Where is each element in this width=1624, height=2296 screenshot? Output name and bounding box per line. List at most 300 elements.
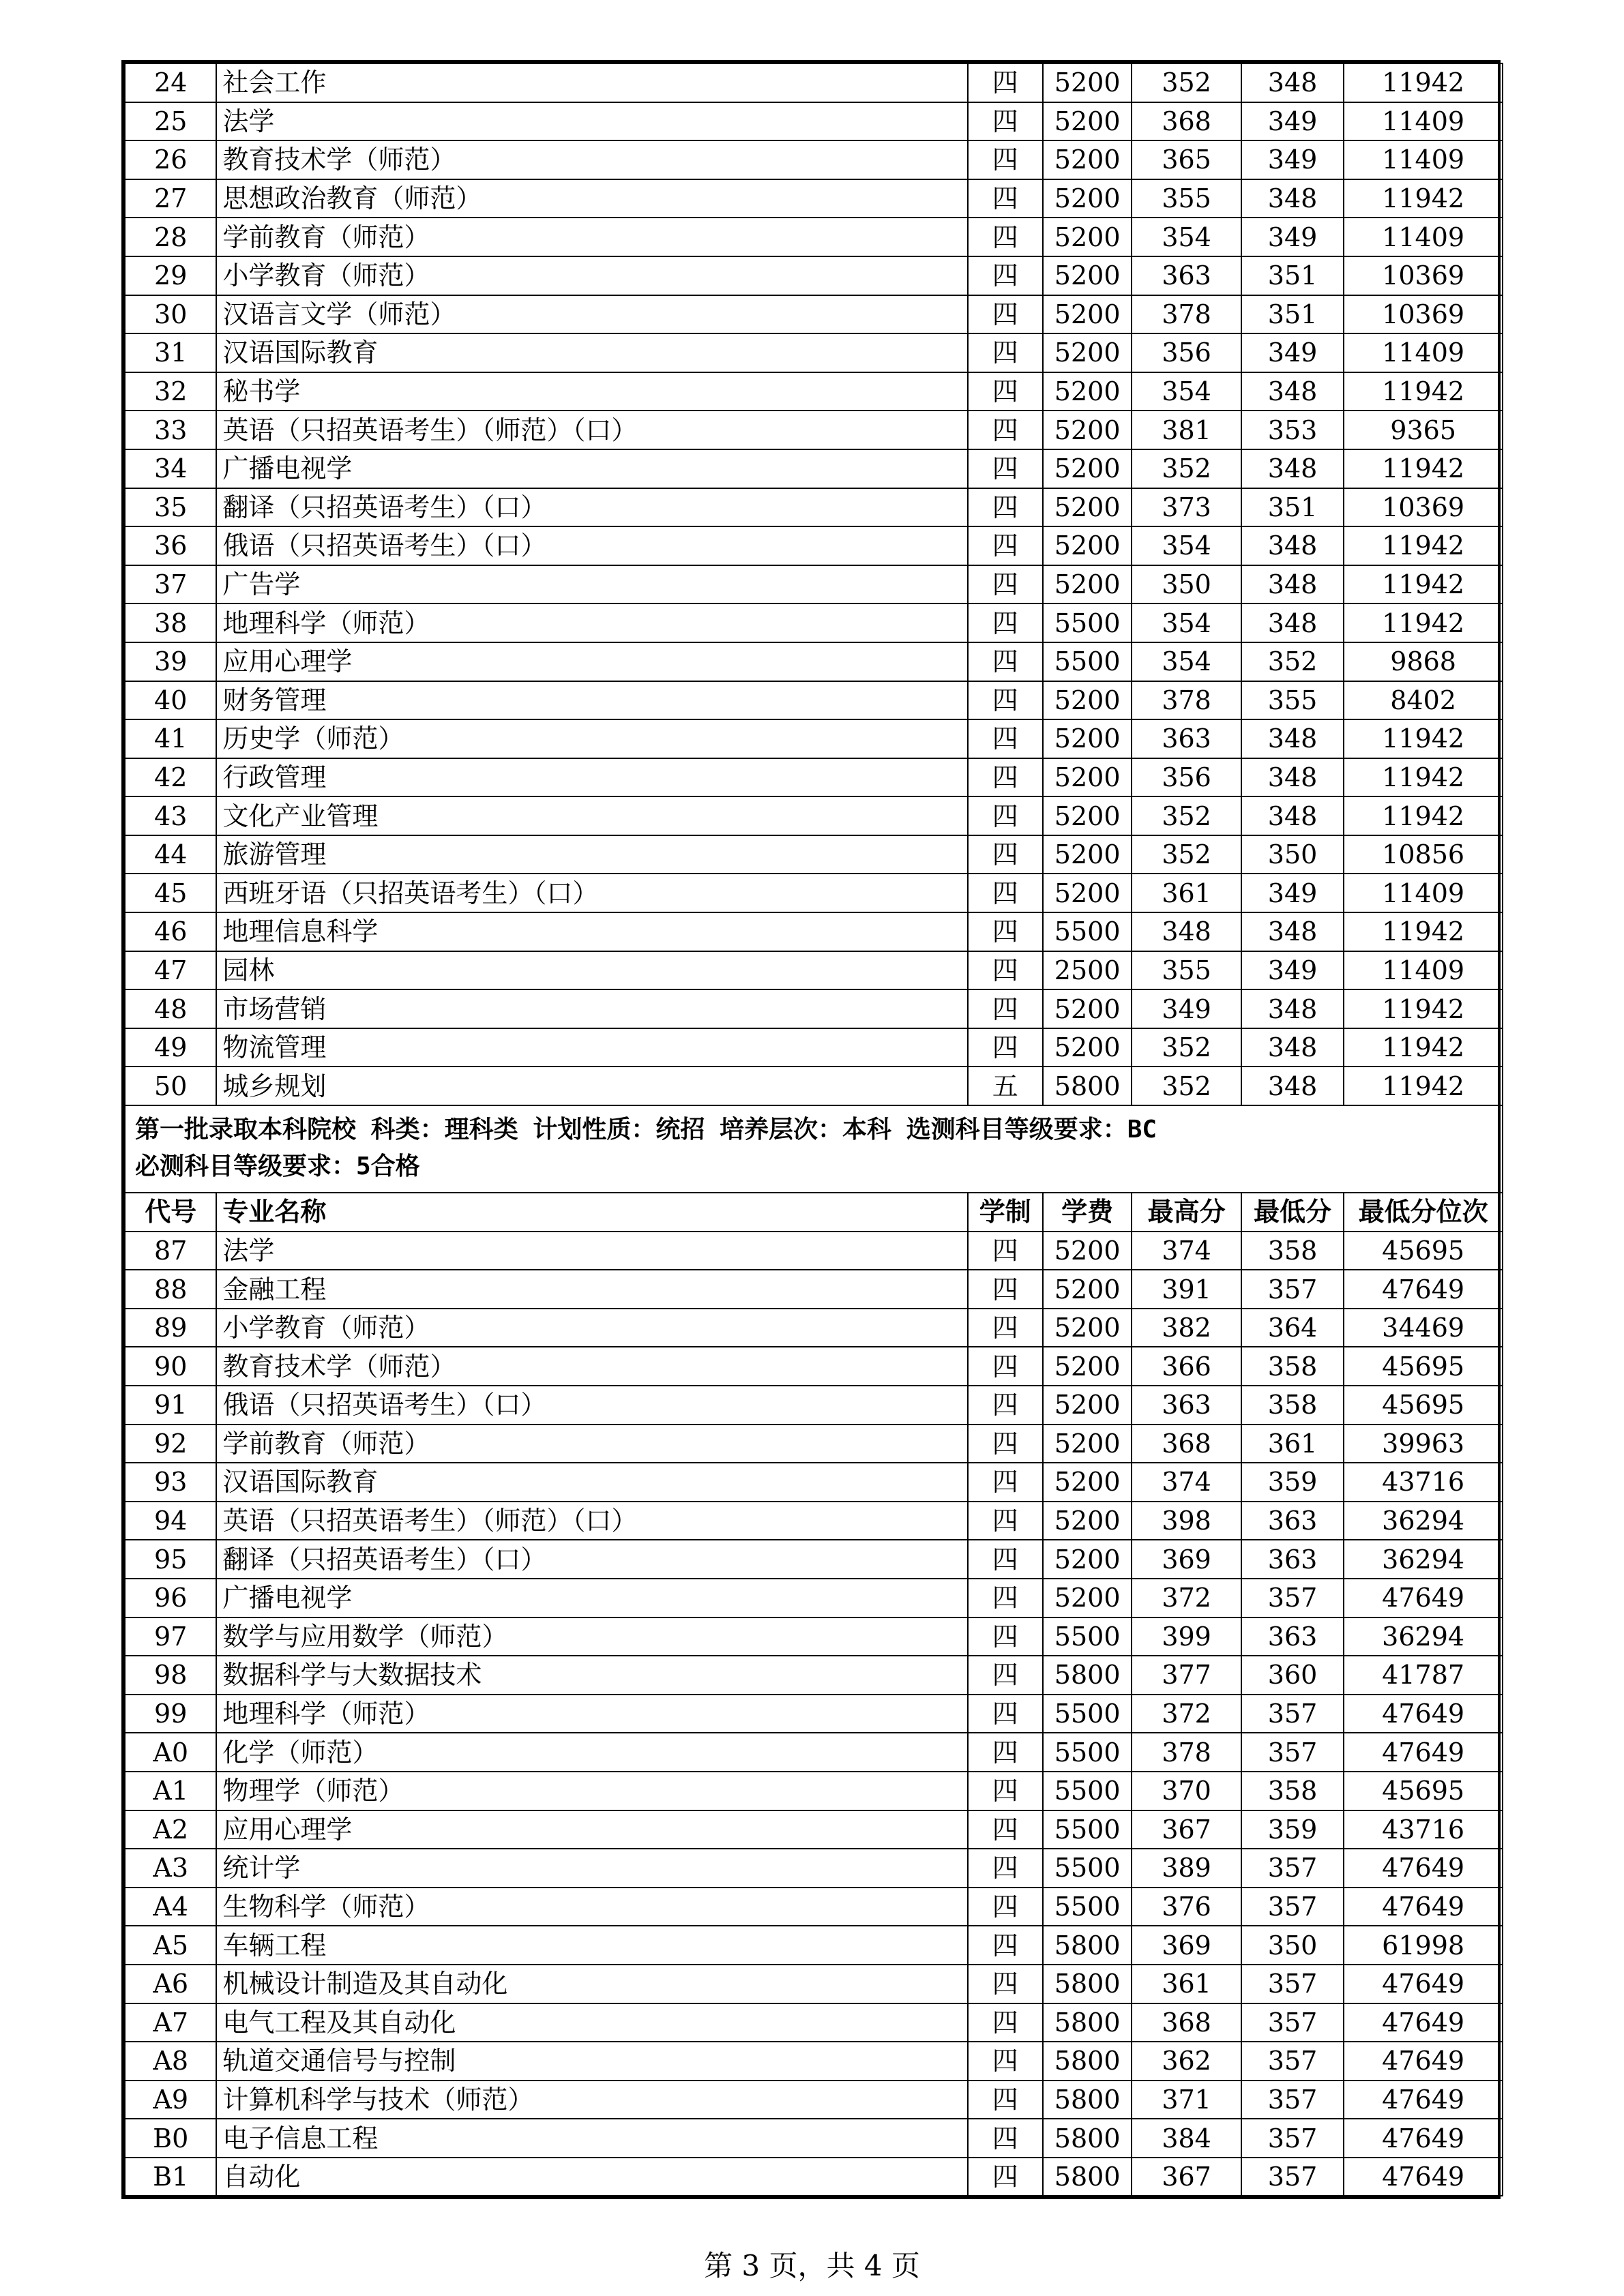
cell-min-score: 355: [1241, 681, 1344, 720]
cell-max-score: 354: [1132, 372, 1241, 411]
cell-tuition: 5200: [1043, 526, 1132, 565]
cell-tuition: 5200: [1043, 1270, 1132, 1309]
cell-tuition: 5200: [1043, 758, 1132, 797]
cell-code: 92: [125, 1425, 216, 1463]
cell-duration: 四: [968, 2003, 1043, 2042]
cell-min-rank: 47649: [1344, 2081, 1503, 2119]
table-row: [125, 1309, 1503, 1347]
cell-min-score: 349: [1241, 333, 1344, 372]
cell-min-score: 363: [1241, 1540, 1344, 1579]
cell-tuition: 5800: [1043, 1965, 1132, 2003]
upper-table-body: [125, 63, 1503, 1105]
cell-major: 电气工程及其自动化: [216, 2003, 967, 2042]
cell-min-rank: 47649: [1344, 1695, 1503, 1733]
cell-tuition: 5200: [1043, 333, 1132, 372]
cell-min-rank: 43716: [1344, 1810, 1503, 1849]
cell-duration: 四: [968, 372, 1043, 411]
cell-min-rank: 11942: [1344, 449, 1503, 488]
cell-duration: 四: [968, 565, 1043, 604]
cell-duration: 四: [968, 1617, 1043, 1656]
cell-code: A3: [125, 1849, 216, 1888]
cell-tuition: 5500: [1043, 912, 1132, 951]
cell-max-score: 373: [1132, 488, 1241, 527]
cell-max-score: 371: [1132, 2081, 1241, 2119]
cell-min-score: 357: [1241, 1888, 1344, 1926]
cell-min-rank: 47649: [1344, 1965, 1503, 2003]
cell-duration: 四: [968, 912, 1043, 951]
cell-max-score: 367: [1132, 1810, 1241, 1849]
cell-min-score: 349: [1241, 218, 1344, 256]
cell-duration: 四: [968, 2081, 1043, 2119]
cell-duration: 四: [968, 758, 1043, 797]
cell-code: 35: [125, 488, 216, 527]
cell-code: 50: [125, 1067, 216, 1105]
header-tuition: 学费: [1043, 1193, 1132, 1232]
cell-min-score: 357: [1241, 2003, 1344, 2042]
cell-min-score: 348: [1241, 1028, 1344, 1067]
cell-min-score: 348: [1241, 1067, 1344, 1105]
table-row: [125, 1386, 1503, 1425]
cell-duration: 四: [968, 874, 1043, 912]
cell-min-rank: 11942: [1344, 526, 1503, 565]
cell-code: 39: [125, 642, 216, 681]
table-row: [125, 835, 1503, 874]
cell-min-rank: 47649: [1344, 1888, 1503, 1926]
cell-max-score: 348: [1132, 912, 1241, 951]
cell-tuition: 5200: [1043, 1309, 1132, 1347]
cell-code: 29: [125, 256, 216, 295]
cell-major: 秘书学: [216, 372, 967, 411]
cell-duration: 四: [968, 989, 1043, 1028]
cell-major: 机械设计制造及其自动化: [216, 1965, 967, 2003]
cell-major: 俄语（只招英语考生）（口）: [216, 526, 967, 565]
cell-tuition: 5200: [1043, 719, 1132, 758]
table-row: [125, 333, 1503, 372]
table-row: [125, 1965, 1503, 2003]
cell-major: 翻译（只招英语考生）（口）: [216, 488, 967, 527]
cell-tuition: 5200: [1043, 256, 1132, 295]
cell-max-score: 366: [1132, 1347, 1241, 1386]
cell-min-rank: 10369: [1344, 256, 1503, 295]
cell-min-rank: 47649: [1344, 2158, 1503, 2196]
cell-code: 94: [125, 1502, 216, 1540]
cell-min-score: 348: [1241, 372, 1344, 411]
cell-min-score: 357: [1241, 1849, 1344, 1888]
cell-min-rank: 39963: [1344, 1425, 1503, 1463]
cell-duration: 四: [968, 295, 1043, 334]
cell-max-score: 368: [1132, 102, 1241, 141]
cell-max-score: 384: [1132, 2119, 1241, 2158]
cell-code: 49: [125, 1028, 216, 1067]
cell-max-score: 378: [1132, 295, 1241, 334]
cell-min-score: 349: [1241, 140, 1344, 179]
cell-duration: 四: [968, 603, 1043, 642]
cell-min-rank: 34469: [1344, 1309, 1503, 1347]
cell-tuition: 5800: [1043, 1926, 1132, 1965]
cell-major: 历史学（师范）: [216, 719, 967, 758]
cell-max-score: 367: [1132, 2158, 1241, 2196]
header-major: 专业名称: [216, 1193, 967, 1232]
cell-min-score: 363: [1241, 1617, 1344, 1656]
cell-min-rank: 47649: [1344, 2042, 1503, 2081]
cell-min-rank: 11942: [1344, 796, 1503, 835]
cell-major: 广播电视学: [216, 1579, 967, 1617]
cell-code: 46: [125, 912, 216, 951]
cell-min-score: 349: [1241, 951, 1344, 990]
cell-tuition: 5800: [1043, 2119, 1132, 2158]
cell-max-score: 391: [1132, 1270, 1241, 1309]
cell-major: 数学与应用数学（师范）: [216, 1617, 967, 1656]
cell-tuition: 5200: [1043, 1232, 1132, 1270]
cell-max-score: 352: [1132, 796, 1241, 835]
table-row: [125, 2042, 1503, 2081]
cell-duration: 四: [968, 1849, 1043, 1888]
cell-min-rank: 11409: [1344, 874, 1503, 912]
batch-info: [124, 1106, 1503, 1192]
cell-min-rank: 11409: [1344, 333, 1503, 372]
table-row: [125, 796, 1503, 835]
cell-major: 轨道交通信号与控制: [216, 2042, 967, 2081]
table-row: [125, 1849, 1503, 1888]
table-row: [125, 2158, 1503, 2196]
cell-max-score: 352: [1132, 449, 1241, 488]
cell-min-score: 348: [1241, 912, 1344, 951]
cell-tuition: 5800: [1043, 1656, 1132, 1695]
cell-max-score: 370: [1132, 1772, 1241, 1810]
table-row: [125, 758, 1503, 797]
cell-min-score: 358: [1241, 1347, 1344, 1386]
cell-min-score: 357: [1241, 1270, 1344, 1309]
cell-min-score: 357: [1241, 1733, 1344, 1772]
cell-code: 45: [125, 874, 216, 912]
cell-tuition: 5200: [1043, 1502, 1132, 1540]
cell-min-rank: 11409: [1344, 218, 1503, 256]
cell-code: 91: [125, 1386, 216, 1425]
cell-min-rank: 47649: [1344, 1579, 1503, 1617]
cell-min-rank: 41787: [1344, 1656, 1503, 1695]
cell-min-score: 358: [1241, 1232, 1344, 1270]
cell-duration: 四: [968, 1695, 1043, 1733]
cell-code: 96: [125, 1579, 216, 1617]
cell-max-score: 378: [1132, 681, 1241, 720]
cell-tuition: 5800: [1043, 2003, 1132, 2042]
cell-min-score: 357: [1241, 1579, 1344, 1617]
cell-duration: 四: [968, 1656, 1043, 1695]
cell-min-score: 357: [1241, 2158, 1344, 2196]
cell-major: 旅游管理: [216, 835, 967, 874]
cell-code: A6: [125, 1965, 216, 2003]
lower-table-body: [125, 1193, 1503, 2196]
cell-major: 英语（只招英语考生）（师范）（口）: [216, 411, 967, 449]
cell-major: 自动化: [216, 2158, 967, 2196]
table-row: [125, 411, 1503, 449]
cell-code: A2: [125, 1810, 216, 1849]
cell-tuition: 5500: [1043, 1888, 1132, 1926]
cell-duration: 四: [968, 333, 1043, 372]
cell-duration: 四: [968, 526, 1043, 565]
cell-tuition: 5200: [1043, 1347, 1132, 1386]
cell-min-rank: 45695: [1344, 1347, 1503, 1386]
cell-tuition: 5200: [1043, 989, 1132, 1028]
cell-min-rank: 11942: [1344, 603, 1503, 642]
cell-max-score: 350: [1132, 565, 1241, 604]
cell-min-rank: 36294: [1344, 1502, 1503, 1540]
cell-tuition: 5200: [1043, 1579, 1132, 1617]
cell-duration: 五: [968, 1067, 1043, 1105]
cell-duration: 四: [968, 102, 1043, 141]
cell-duration: 四: [968, 1463, 1043, 1502]
cell-duration: 四: [968, 1502, 1043, 1540]
cell-min-rank: 47649: [1344, 2119, 1503, 2158]
cell-duration: 四: [968, 140, 1043, 179]
header-min-rank: 最低分位次: [1344, 1193, 1503, 1232]
cell-max-score: 374: [1132, 1463, 1241, 1502]
cell-max-score: 354: [1132, 526, 1241, 565]
cell-major: 翻译（只招英语考生）（口）: [216, 1540, 967, 1579]
cell-major: 汉语言文学（师范）: [216, 295, 967, 334]
batch-info-line2: 必测科目等级要求：5合格: [135, 1152, 420, 1181]
cell-major: 广播电视学: [216, 449, 967, 488]
cell-tuition: 5200: [1043, 179, 1132, 218]
cell-code: 25: [125, 102, 216, 141]
cell-major: 地理信息科学: [216, 912, 967, 951]
cell-major: 电子信息工程: [216, 2119, 967, 2158]
cell-min-score: 348: [1241, 796, 1344, 835]
cell-max-score: 372: [1132, 1579, 1241, 1617]
cell-duration: 四: [968, 1772, 1043, 1810]
cell-tuition: 5200: [1043, 140, 1132, 179]
table-row: [125, 1733, 1503, 1772]
table-row: [125, 1579, 1503, 1617]
cell-major: 学前教育（师范）: [216, 1425, 967, 1463]
header-code: 代号: [125, 1193, 216, 1232]
table-row: [125, 719, 1503, 758]
table-row: [125, 1028, 1503, 1067]
cell-tuition: 5200: [1043, 835, 1132, 874]
cell-min-rank: 47649: [1344, 1270, 1503, 1309]
cell-code: 33: [125, 411, 216, 449]
cell-min-score: 351: [1241, 295, 1344, 334]
cell-major: 金融工程: [216, 1270, 967, 1309]
cell-max-score: 354: [1132, 603, 1241, 642]
cell-min-rank: 9365: [1344, 411, 1503, 449]
cell-major: 物流管理: [216, 1028, 967, 1067]
cell-major: 统计学: [216, 1849, 967, 1888]
cell-tuition: 5500: [1043, 642, 1132, 681]
cell-tuition: 5500: [1043, 1617, 1132, 1656]
cell-code: 36: [125, 526, 216, 565]
cell-tuition: 5200: [1043, 1386, 1132, 1425]
cell-duration: 四: [968, 256, 1043, 295]
cell-min-rank: 11409: [1344, 951, 1503, 990]
lower-table: [124, 1192, 1503, 2196]
cell-min-score: 349: [1241, 102, 1344, 141]
table-row: [125, 449, 1503, 488]
cell-min-rank: 11942: [1344, 719, 1503, 758]
table-row: [125, 1656, 1503, 1695]
table-row: [125, 1926, 1503, 1965]
cell-max-score: 352: [1132, 835, 1241, 874]
cell-code: 89: [125, 1309, 216, 1347]
cell-min-score: 357: [1241, 1965, 1344, 2003]
table-row: [125, 989, 1503, 1028]
cell-max-score: 363: [1132, 719, 1241, 758]
cell-duration: 四: [968, 2158, 1043, 2196]
cell-max-score: 356: [1132, 758, 1241, 797]
cell-code: A7: [125, 2003, 216, 2042]
cell-duration: 四: [968, 951, 1043, 990]
cell-code: 97: [125, 1617, 216, 1656]
cell-major: 西班牙语（只招英语考生）（口）: [216, 874, 967, 912]
cell-code: 41: [125, 719, 216, 758]
cell-min-rank: 11942: [1344, 1067, 1503, 1105]
upper-table: [124, 63, 1503, 1106]
table-row: [125, 488, 1503, 527]
cell-duration: 四: [968, 1232, 1043, 1270]
cell-code: 93: [125, 1463, 216, 1502]
table-row: [125, 1810, 1503, 1849]
cell-major: 法学: [216, 1232, 967, 1270]
cell-duration: 四: [968, 1028, 1043, 1067]
cell-code: 32: [125, 372, 216, 411]
cell-tuition: 5500: [1043, 1810, 1132, 1849]
cell-max-score: 374: [1132, 1232, 1241, 1270]
cell-tuition: 5200: [1043, 565, 1132, 604]
cell-tuition: 5200: [1043, 449, 1132, 488]
cell-max-score: 369: [1132, 1926, 1241, 1965]
cell-tuition: 5200: [1043, 681, 1132, 720]
cell-major: 学前教育（师范）: [216, 218, 967, 256]
cell-code: 42: [125, 758, 216, 797]
cell-min-score: 350: [1241, 1926, 1344, 1965]
cell-major: 英语（只招英语考生）（师范）（口）: [216, 1502, 967, 1540]
cell-code: A5: [125, 1926, 216, 1965]
table-row: [125, 2003, 1503, 2042]
cell-duration: 四: [968, 1810, 1043, 1849]
cell-major: 化学（师范）: [216, 1733, 967, 1772]
cell-min-score: 351: [1241, 256, 1344, 295]
cell-max-score: 361: [1132, 1965, 1241, 2003]
cell-max-score: 354: [1132, 218, 1241, 256]
table-row: [125, 603, 1503, 642]
cell-code: 88: [125, 1270, 216, 1309]
cell-min-rank: 11409: [1344, 140, 1503, 179]
cell-tuition: 5200: [1043, 372, 1132, 411]
cell-min-score: 348: [1241, 603, 1344, 642]
cell-duration: 四: [968, 1888, 1043, 1926]
cell-max-score: 368: [1132, 2003, 1241, 2042]
table-row: [125, 1888, 1503, 1926]
cell-min-rank: 11942: [1344, 1028, 1503, 1067]
cell-tuition: 5200: [1043, 218, 1132, 256]
cell-min-rank: 11942: [1344, 912, 1503, 951]
cell-code: 43: [125, 796, 216, 835]
cell-duration: 四: [968, 2042, 1043, 2081]
cell-min-score: 351: [1241, 488, 1344, 527]
table-row: [125, 1270, 1503, 1309]
cell-max-score: 356: [1132, 333, 1241, 372]
table-row: [125, 874, 1503, 912]
cell-duration: 四: [968, 1425, 1043, 1463]
cell-tuition: 5200: [1043, 874, 1132, 912]
cell-major: 物理学（师范）: [216, 1772, 967, 1810]
cell-code: A0: [125, 1733, 216, 1772]
cell-major: 俄语（只招英语考生）（口）: [216, 1386, 967, 1425]
cell-tuition: 5200: [1043, 102, 1132, 141]
cell-min-rank: 10369: [1344, 488, 1503, 527]
cell-tuition: 5800: [1043, 2158, 1132, 2196]
cell-max-score: 399: [1132, 1617, 1241, 1656]
cell-min-score: 360: [1241, 1656, 1344, 1695]
table-row: [125, 140, 1503, 179]
cell-duration: 四: [968, 488, 1043, 527]
cell-max-score: 352: [1132, 1028, 1241, 1067]
cell-min-rank: 11942: [1344, 565, 1503, 604]
cell-max-score: 372: [1132, 1695, 1241, 1733]
cell-code: 26: [125, 140, 216, 179]
table-row: [125, 372, 1503, 411]
cell-code: 48: [125, 989, 216, 1028]
cell-min-rank: 11942: [1344, 63, 1503, 102]
cell-min-score: 348: [1241, 179, 1344, 218]
cell-max-score: 355: [1132, 951, 1241, 990]
cell-duration: 四: [968, 796, 1043, 835]
cell-min-score: 348: [1241, 526, 1344, 565]
cell-min-rank: 45695: [1344, 1232, 1503, 1270]
cell-duration: 四: [968, 1540, 1043, 1579]
cell-min-rank: 45695: [1344, 1772, 1503, 1810]
cell-duration: 四: [968, 1347, 1043, 1386]
cell-code: 30: [125, 295, 216, 334]
cell-min-score: 357: [1241, 2119, 1344, 2158]
cell-max-score: 389: [1132, 1849, 1241, 1888]
cell-tuition: 5200: [1043, 1425, 1132, 1463]
cell-min-rank: 8402: [1344, 681, 1503, 720]
table-row: [125, 1617, 1503, 1656]
table-row: [125, 565, 1503, 604]
cell-major: 生物科学（师范）: [216, 1888, 967, 1926]
cell-min-score: 359: [1241, 1810, 1344, 1849]
table-row: [125, 951, 1503, 990]
admission-sheet: [121, 60, 1501, 2199]
table-row: [125, 102, 1503, 141]
cell-major: 市场营销: [216, 989, 967, 1028]
cell-code: 47: [125, 951, 216, 990]
cell-duration: 四: [968, 179, 1043, 218]
cell-min-score: 361: [1241, 1425, 1344, 1463]
cell-max-score: 398: [1132, 1502, 1241, 1540]
table-row: [125, 2081, 1503, 2119]
cell-code: 99: [125, 1695, 216, 1733]
cell-max-score: 381: [1132, 411, 1241, 449]
cell-code: 28: [125, 218, 216, 256]
cell-max-score: 349: [1132, 989, 1241, 1028]
cell-code: 38: [125, 603, 216, 642]
cell-code: 24: [125, 63, 216, 102]
cell-min-score: 348: [1241, 758, 1344, 797]
cell-code: B1: [125, 2158, 216, 2196]
cell-code: 87: [125, 1232, 216, 1270]
cell-duration: 四: [968, 1965, 1043, 2003]
cell-tuition: 5200: [1043, 295, 1132, 334]
table-row: [125, 1502, 1503, 1540]
cell-min-rank: 9868: [1344, 642, 1503, 681]
cell-major: 汉语国际教育: [216, 333, 967, 372]
cell-duration: 四: [968, 642, 1043, 681]
cell-min-rank: 43716: [1344, 1463, 1503, 1502]
cell-code: 44: [125, 835, 216, 874]
cell-duration: 四: [968, 719, 1043, 758]
